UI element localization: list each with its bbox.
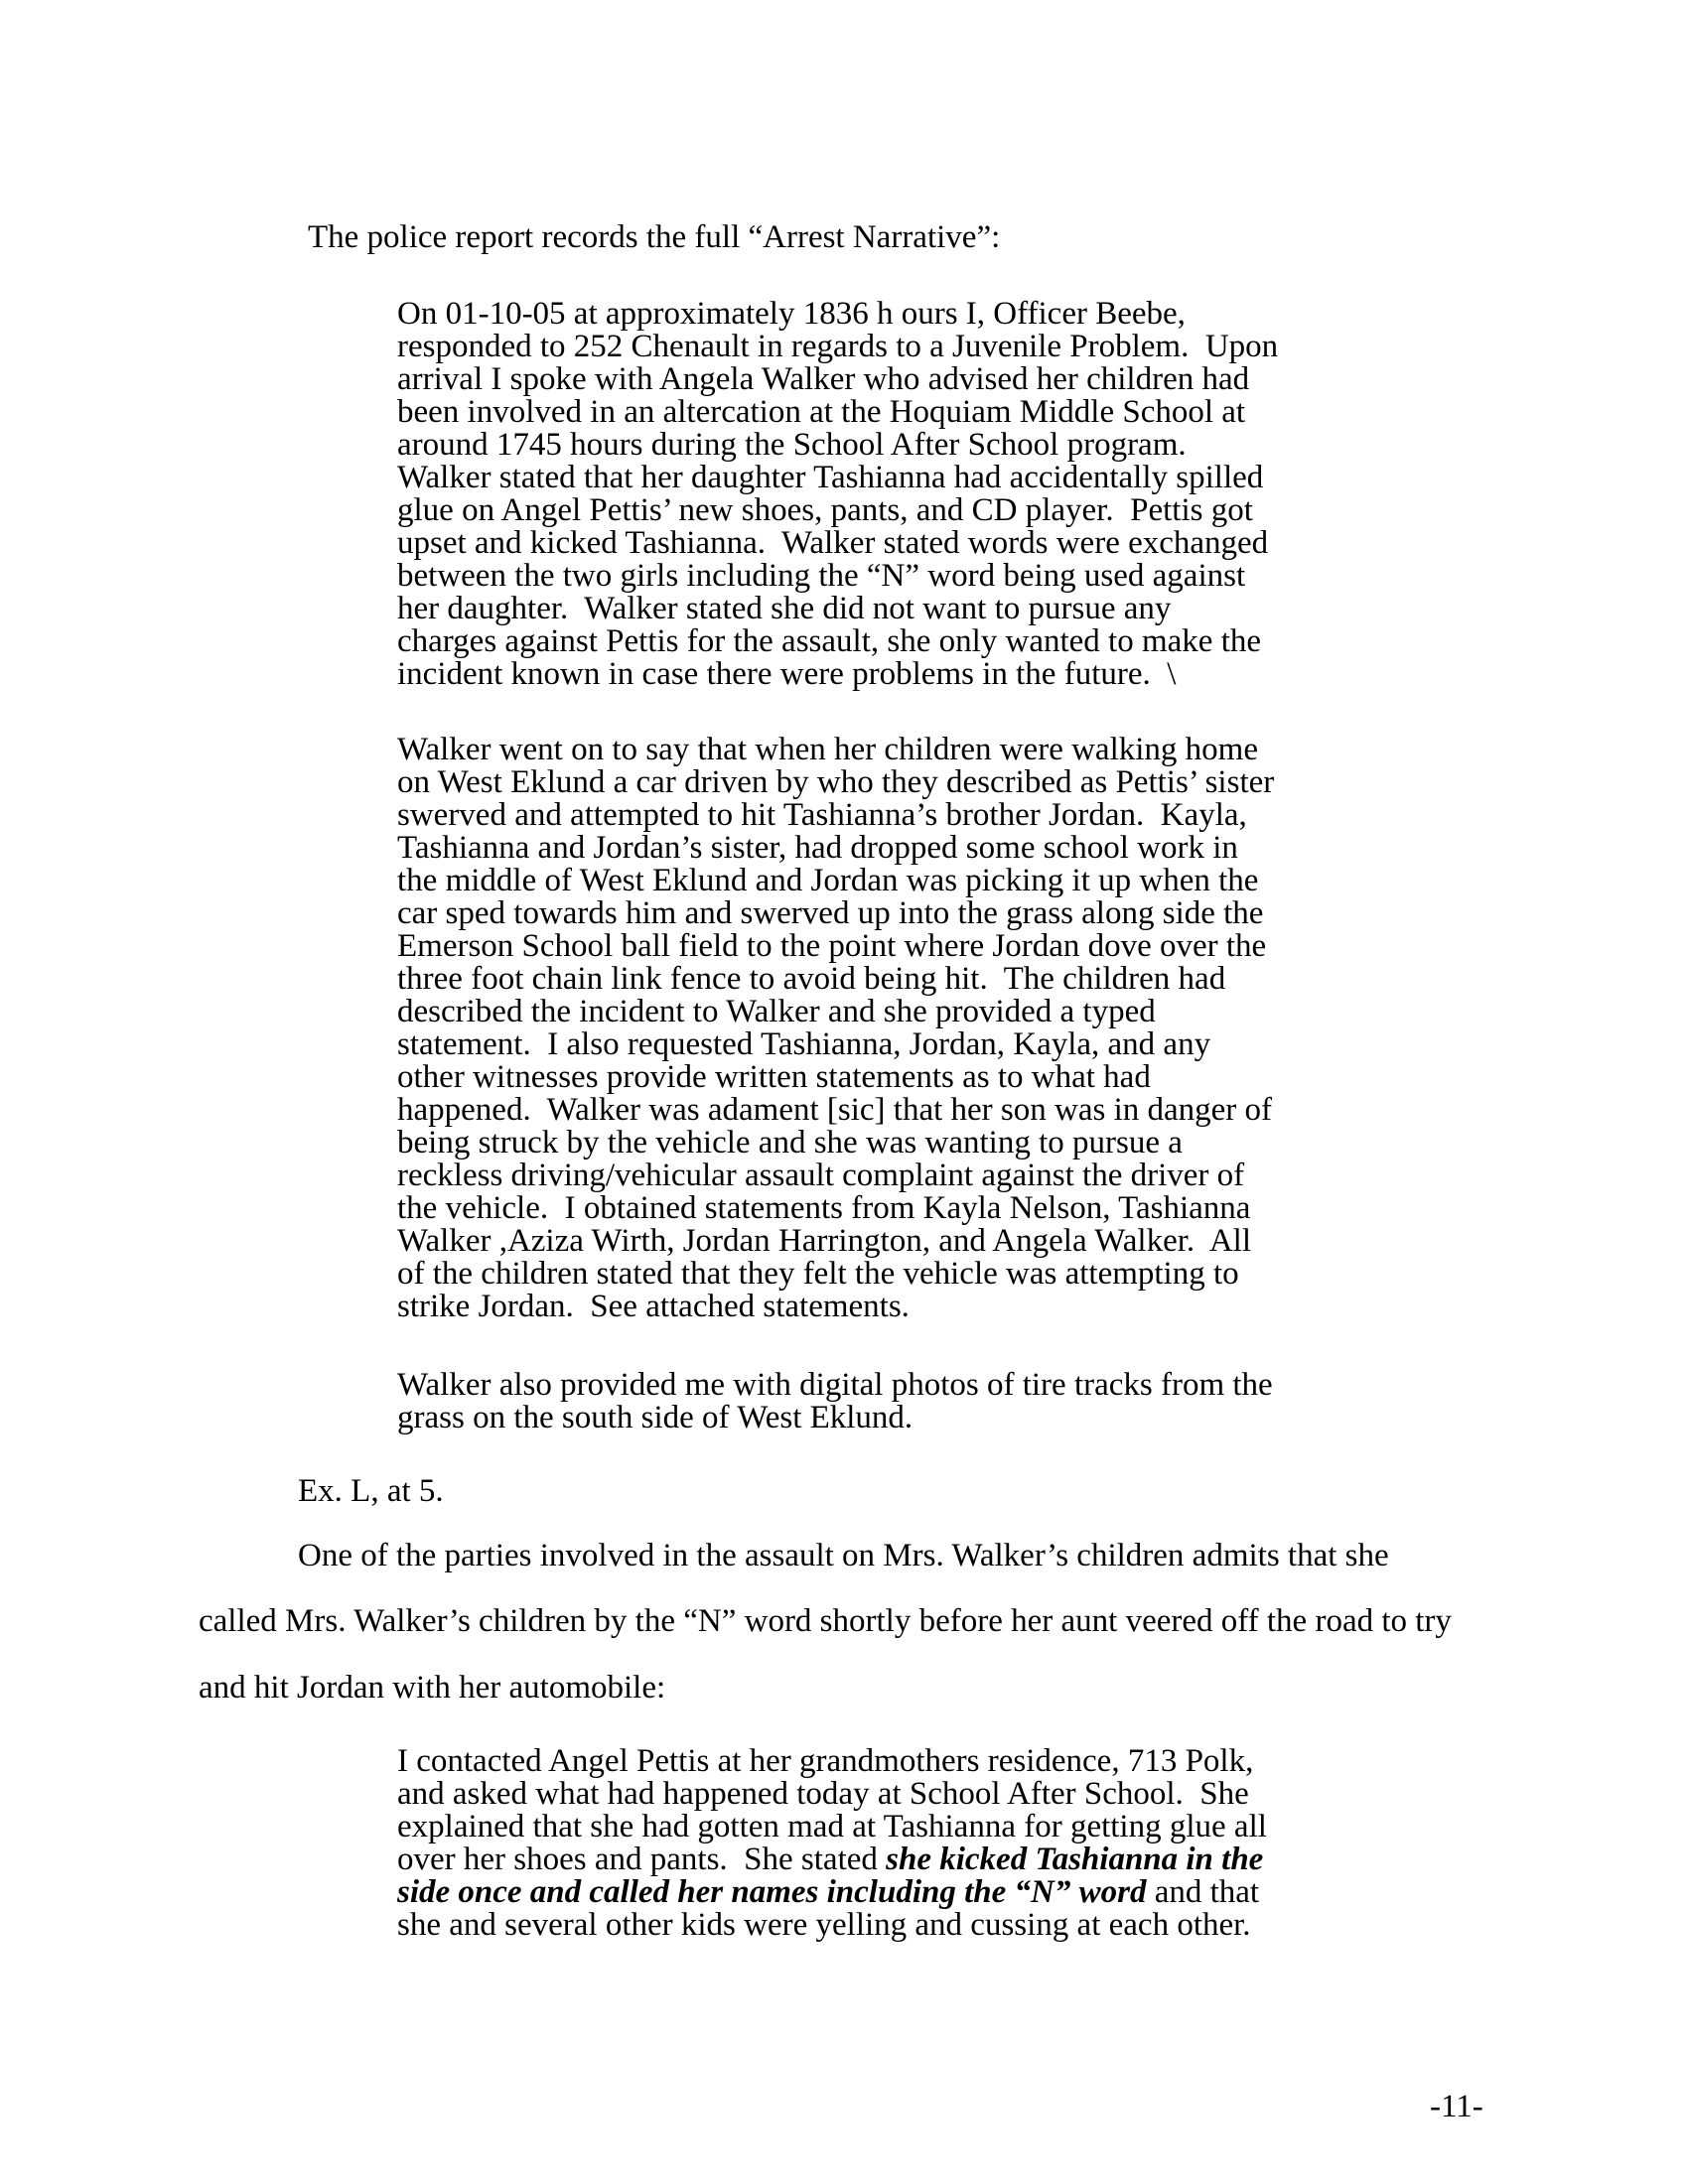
quote-line: and asked what had happened today at School After School. She — [397, 1776, 1249, 1812]
quote-line: upset and kicked Tashianna. Walker stated words were exchanged — [397, 525, 1269, 561]
body-line: and hit Jordan with her automobile: — [199, 1670, 666, 1706]
quote-line: around 1745 hours during the School After School program. — [397, 427, 1187, 463]
quote-line: incident known in case there were problems in the future. \ — [397, 656, 1177, 692]
quote-line: been involved in an altercation at the Hoquiam Middle School at — [397, 394, 1246, 430]
emphasized-quote-text: she kicked Tashianna in the — [886, 1842, 1264, 1877]
quote-line: charges against Pettis for the assault, she only wanted to make the — [397, 623, 1262, 659]
quote-line: described the incident to Walker and she provided a typed — [397, 994, 1156, 1029]
quote-line: swerved and attempted to hit Tashianna’s brother Jordan. Kayla, — [397, 797, 1247, 833]
quote-line: On 01-10-05 at approximately 1836 h ours I, Officer Beebe, — [397, 296, 1186, 332]
quote-line: the middle of West Eklund and Jordan was picking it up when the — [397, 863, 1259, 898]
quote-line: Walker ,Aziza Wirth, Jordan Harrington, and Angela Walker. All — [397, 1223, 1251, 1259]
quote-line: statement. I also requested Tashianna, Jordan, Kayla, and any — [397, 1026, 1211, 1062]
quote-line: happened. Walker was adament [sic] that her son was in danger of — [397, 1092, 1273, 1128]
quote-text: and that — [1146, 1874, 1260, 1910]
quote-line: Walker stated that her daughter Tashianna had accidentally spilled — [397, 460, 1264, 495]
quote-line: strike Jordan. See attached statements. — [397, 1289, 910, 1324]
quote-line: responded to 252 Chenault in regards to a Juvenile Problem. Upon — [397, 329, 1279, 364]
emphasized-quote-text: side once and called her names including the “N” word — [397, 1874, 1147, 1910]
quote-line: arrival I spoke with Angela Walker who advised her children had — [397, 361, 1250, 397]
quote-line: grass on the south side of West Eklund. — [397, 1400, 914, 1435]
quote-line: on West Eklund a car driven by who they described as Pettis’ sister — [397, 764, 1275, 800]
quote-line: the vehicle. I obtained statements from Kayla Nelson, Tashianna — [397, 1190, 1251, 1226]
body-line: called Mrs. Walker’s children by the “N” word shortly before her aunt veered off the road to try — [199, 1603, 1452, 1639]
page-number: -11- — [1430, 2089, 1483, 2124]
quote-line: between the two girls including the “N” word being used against — [397, 558, 1246, 594]
quote-line: three foot chain link fence to avoid being hit. The children had — [397, 961, 1226, 997]
quote-line: explained that she had gotten mad at Tashianna for getting glue all — [397, 1809, 1267, 1844]
quote-line: glue on Angel Pettis’ new shoes, pants, and CD player. Pettis got — [397, 492, 1253, 528]
quote-line: Walker also provided me with digital photos of tire tracks from the — [397, 1367, 1273, 1403]
quote-line: Tashianna and Jordan’s sister, had dropped some school work in — [397, 830, 1238, 866]
quote-line: other witnesses provide written statements as to what had — [397, 1059, 1151, 1095]
quote-line — [397, 1876, 1259, 1909]
quote-line: being struck by the vehicle and she was wanting to pursue a — [397, 1125, 1183, 1160]
quote-line: Emerson School ball field to the point where Jordan dove over the — [397, 928, 1267, 964]
quote-line: car sped towards him and swerved up into the grass along side the — [397, 895, 1264, 931]
quote-line: I contacted Angel Pettis at her grandmothers residence, 713 Polk, — [397, 1743, 1254, 1779]
intro-text: The police report records the full “Arrest Narrative”: — [308, 219, 1001, 255]
quote-line: she and several other kids were yelling and cussing at each other. — [397, 1907, 1251, 1943]
body-line: One of the parties involved in the assault on Mrs. Walker’s children admits that she — [298, 1538, 1389, 1573]
quote-line: reckless driving/vehicular assault complaint against the driver of — [397, 1158, 1245, 1193]
quote-line: her daughter. Walker stated she did not want to pursue any — [397, 591, 1172, 626]
quote-line: of the children stated that they felt the vehicle was attempting to — [397, 1256, 1239, 1292]
quote-text: over her shoes and pants. She stated — [397, 1842, 887, 1877]
quote-line: Walker went on to say that when her children were walking home — [397, 732, 1258, 767]
citation: Ex. L, at 5. — [298, 1473, 444, 1509]
quote-line — [397, 1843, 1263, 1876]
